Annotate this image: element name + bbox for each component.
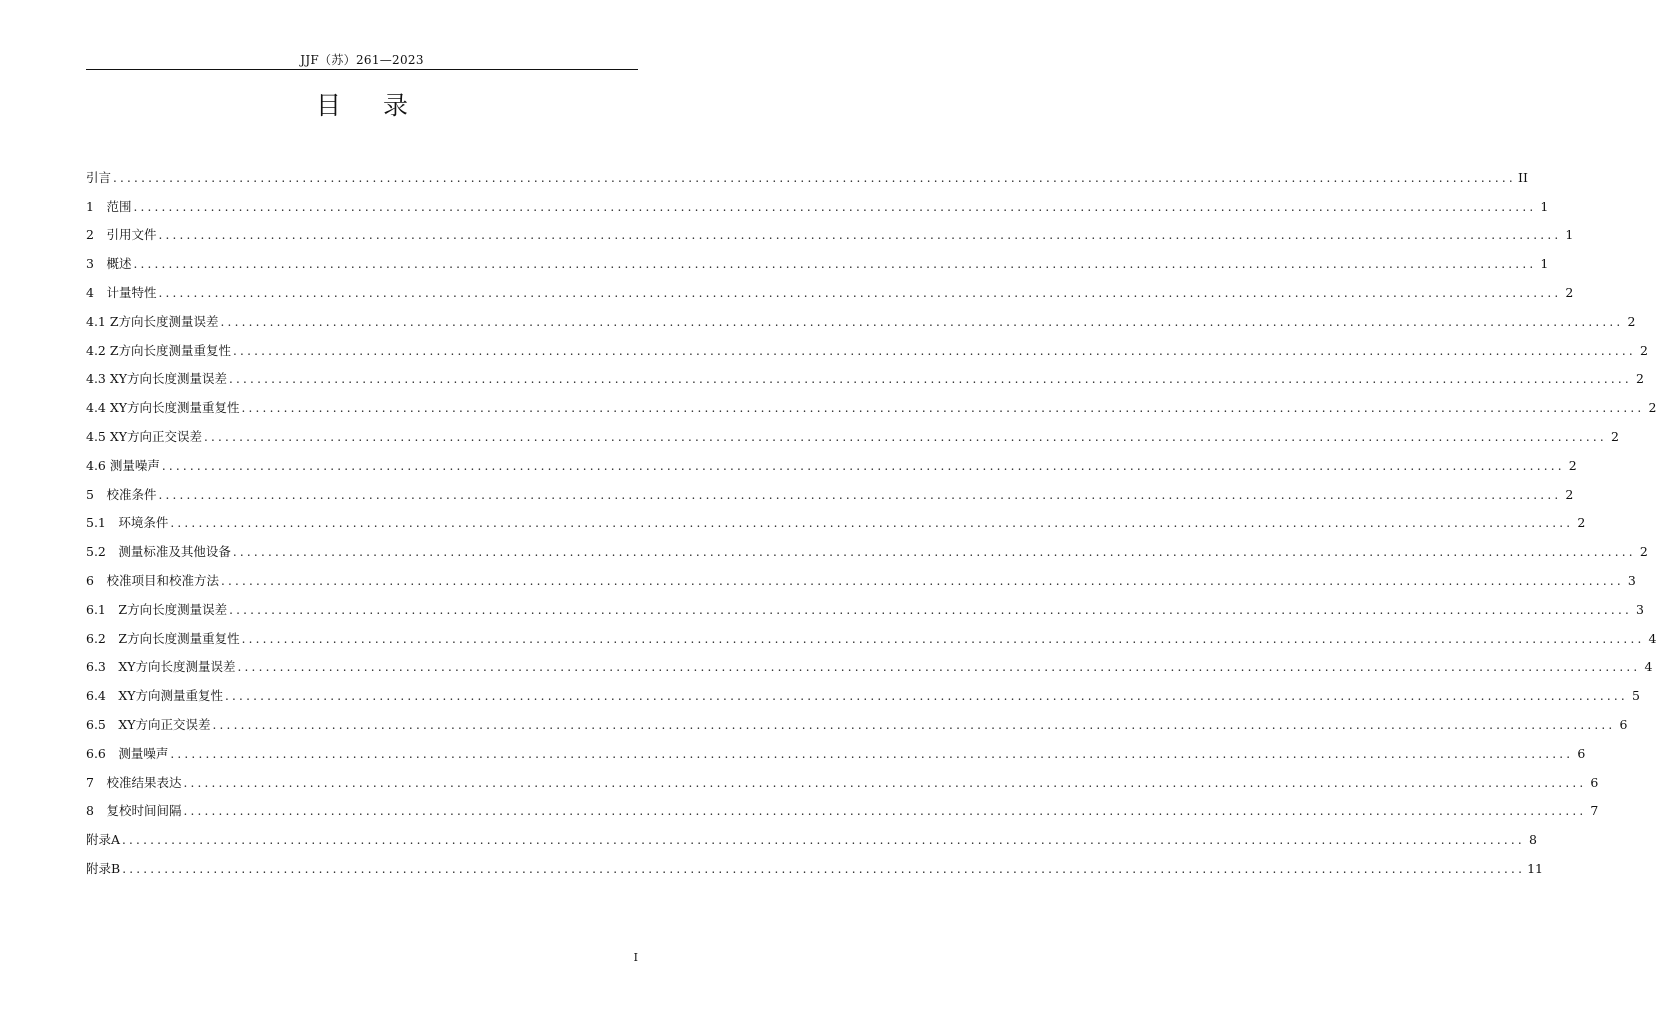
dot-leader: ........................................................................................................................................................................................................: [183, 775, 1587, 790]
dot-leader: ........................................................................................................................................................................................................: [241, 401, 1645, 416]
dot-leader: ........................................................................................................................................................................................................: [161, 458, 1565, 473]
toc-entry[interactable]: [86, 416, 1619, 445]
toc-entry-label: 4.6 测量噪声: [86, 457, 160, 473]
toc-entry-page: 1: [1540, 198, 1549, 214]
toc-entry[interactable]: [86, 445, 1577, 474]
toc-entry-page: 5: [1631, 688, 1640, 704]
toc-entry-label: 6 校准项目和校准方法: [86, 572, 219, 588]
toc-entry-page: 2: [1627, 313, 1636, 329]
toc-entry-label: 6.1 Z方向长度测量误差: [86, 601, 228, 617]
toc-entry-page: 6: [1577, 745, 1586, 761]
toc-entry-label: 4.3 XY方向长度测量误差: [86, 371, 228, 387]
toc-entry-page: 1: [1565, 227, 1574, 243]
toc-entry-label: 6.6 测量噪声: [86, 745, 169, 761]
toc-entry-page: 2: [1565, 284, 1574, 300]
toc-entry-page: 2: [1635, 371, 1644, 387]
dot-leader: ........................................................................................................................................................................................................: [122, 861, 1526, 876]
toc-entry-label: 5.1 环境条件: [86, 515, 169, 531]
toc-entry-label: 4.2 Z方向长度测量重复性: [86, 342, 232, 358]
dot-leader: ........................................................................................................................................................................................................: [237, 660, 1641, 675]
toc-entry[interactable]: [86, 359, 1644, 388]
dot-leader: ........................................................................................................................................................................................................: [122, 833, 1525, 848]
toc-entry-page: 7: [1590, 803, 1599, 819]
toc-entry-label: 4.1 Z方向长度测量误差: [86, 313, 219, 329]
header-rule: [86, 69, 638, 70]
table-of-contents: [86, 157, 1656, 877]
toc-entry[interactable]: [86, 186, 1549, 215]
toc-entry[interactable]: [86, 330, 1648, 359]
toc-entry[interactable]: [86, 243, 1549, 272]
toc-entry-label: 5 校准条件: [86, 486, 157, 502]
toc-entry-label: 3 概述: [86, 256, 132, 272]
toc-entry-label: 5.2 测量标准及其他设备: [86, 544, 231, 560]
toc-entry-label: 1 范围: [86, 198, 132, 214]
toc-entry-page: 2: [1565, 486, 1574, 502]
toc-entry-page: 3: [1627, 572, 1636, 588]
toc-entry-page: 2: [1648, 400, 1656, 416]
page-title: 目录: [315, 91, 450, 120]
dot-leader: ........................................................................................................................................................................................................: [229, 602, 1632, 617]
toc-entry-label: 7 校准结果表达: [86, 774, 182, 790]
toc-entry-page: 2: [1610, 428, 1619, 444]
toc-entry[interactable]: [86, 589, 1644, 618]
toc-entry[interactable]: [86, 675, 1640, 704]
toc-entry[interactable]: [86, 819, 1537, 848]
toc-entry-label: 6.4 XY方向测量重复性: [86, 688, 224, 704]
document-code-header: JJF（苏）261—2023: [300, 53, 424, 67]
toc-entry[interactable]: [86, 791, 1599, 820]
dot-leader: ........................................................................................................................................................................................................: [133, 257, 1537, 272]
toc-entry-label: 6.3 XY方向长度测量误差: [86, 659, 236, 675]
toc-entry[interactable]: [86, 215, 1574, 244]
toc-entry-page: 4: [1648, 630, 1656, 646]
toc-entry[interactable]: [86, 762, 1599, 791]
toc-entry-page: II: [1518, 169, 1528, 185]
toc-entry[interactable]: [86, 157, 1528, 186]
toc-entry[interactable]: [86, 503, 1586, 532]
toc-entry-page: 8: [1528, 832, 1537, 848]
toc-entry-label: 6.2 Z方向长度测量重复性: [86, 630, 240, 646]
toc-entry-page: 3: [1636, 601, 1644, 617]
toc-entry-page: 1: [1540, 256, 1549, 272]
dot-leader: ........................................................................................................................................................................................................: [220, 573, 1624, 588]
toc-entry-page: 6: [1619, 716, 1628, 732]
toc-entry-page: 2: [1568, 457, 1577, 473]
toc-entry[interactable]: [86, 301, 1636, 330]
dot-leader: ........................................................................................................................................................................................................: [229, 372, 1632, 387]
dot-leader: ........................................................................................................................................................................................................: [183, 804, 1587, 819]
toc-entry-page: 6: [1590, 774, 1599, 790]
toc-entry-page: 11: [1527, 860, 1543, 876]
dot-leader: ........................................................................................................................................................................................................: [233, 343, 1636, 358]
toc-entry[interactable]: [86, 618, 1656, 647]
toc-entry-label: 4.4 XY方向长度测量重复性: [86, 400, 240, 416]
toc-entry-label: 2 引用文件: [86, 227, 157, 243]
dot-leader: ........................................................................................................................................................................................................: [158, 285, 1562, 300]
toc-entry-page: 2: [1639, 544, 1648, 560]
dot-leader: ........................................................................................................................................................................................................: [212, 717, 1616, 732]
toc-entry-label: 4 计量特性: [86, 284, 157, 300]
dot-leader: ........................................................................................................................................................................................................: [225, 689, 1628, 704]
toc-entry[interactable]: [86, 647, 1653, 676]
toc-entry[interactable]: [86, 560, 1636, 589]
toc-entry[interactable]: [86, 272, 1574, 301]
dot-leader: ........................................................................................................................................................................................................: [133, 199, 1537, 214]
toc-entry-label: 8 复校时间间隔: [86, 803, 182, 819]
toc-entry[interactable]: [86, 733, 1586, 762]
toc-entry[interactable]: [86, 474, 1574, 503]
dot-leader: ........................................................................................................................................................................................................: [170, 516, 1574, 531]
dot-leader: ........................................................................................................................................................................................................: [170, 746, 1574, 761]
toc-entry-page: 2: [1639, 342, 1648, 358]
dot-leader: ........................................................................................................................................................................................................: [232, 545, 1636, 560]
dot-leader: ........................................................................................................................................................................................................: [204, 429, 1607, 444]
toc-entry-label: 附录B: [86, 860, 121, 876]
toc-entry-label: 4.5 XY方向正交误差: [86, 428, 203, 444]
toc-entry-label: 6.5 XY方向正交误差: [86, 716, 211, 732]
toc-entry[interactable]: [86, 704, 1628, 733]
dot-leader: ........................................................................................................................................................................................................: [158, 487, 1562, 502]
dot-leader: ........................................................................................................................................................................................................: [113, 170, 1516, 185]
dot-leader: ........................................................................................................................................................................................................: [158, 228, 1562, 243]
toc-entry[interactable]: [86, 387, 1656, 416]
toc-entry-label: 附录A: [86, 832, 121, 848]
toc-entry[interactable]: [86, 848, 1543, 877]
dot-leader: ........................................................................................................................................................................................................: [220, 314, 1624, 329]
toc-entry-page: 2: [1577, 515, 1586, 531]
toc-entry[interactable]: [86, 531, 1648, 560]
toc-entry-label: 引言: [86, 169, 112, 185]
toc-entry-page: 4: [1644, 659, 1653, 675]
dot-leader: ........................................................................................................................................................................................................: [241, 631, 1645, 646]
footer-page-number: I: [633, 951, 638, 964]
